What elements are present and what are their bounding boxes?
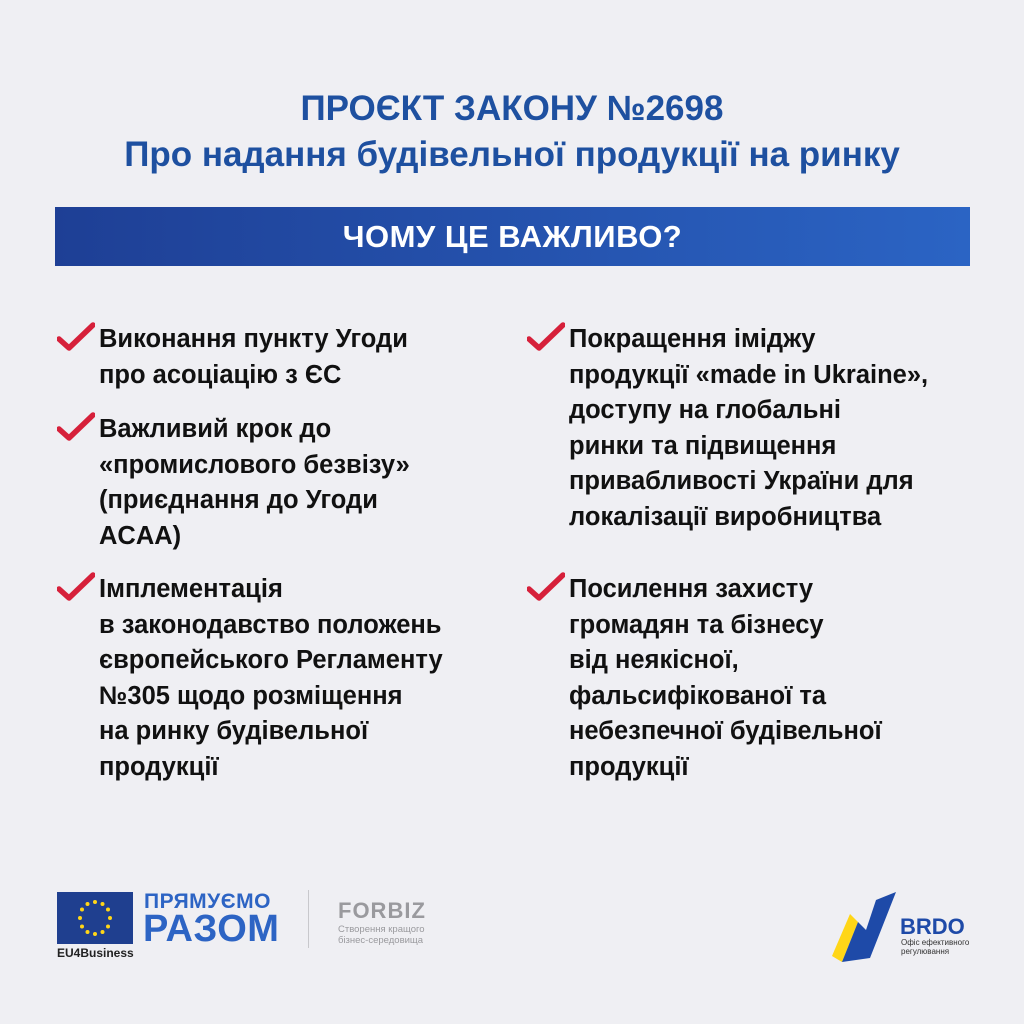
razom-label: РАЗОМ bbox=[143, 908, 280, 950]
footer-divider bbox=[308, 890, 309, 948]
list-item bbox=[57, 572, 497, 792]
title-line-2: Про надання будівельної продукції на ринку bbox=[124, 135, 900, 174]
checkmark-icon bbox=[57, 572, 95, 602]
list-item-text: Посилення захисту громадян та бізнесу від неякісної, фальсифікованої та небезпечної будівельної продукції bbox=[569, 575, 882, 781]
checkmark-icon bbox=[527, 322, 565, 352]
footer bbox=[0, 888, 1024, 1008]
list-item bbox=[57, 412, 497, 562]
list-item-text: Імплементація в законодавство положень європейського Регламенту №305 щодо розміщення на ринку будівельної продукції bbox=[99, 575, 443, 781]
checkmark-icon bbox=[527, 572, 565, 602]
list-item bbox=[527, 572, 997, 792]
section-banner bbox=[55, 207, 970, 266]
list-item-text: Виконання пункту Угоди про асоціацію з ЄС bbox=[99, 325, 408, 389]
list-item bbox=[57, 322, 497, 402]
brdo-logo-text: BRDO bbox=[900, 914, 965, 939]
forbiz-logo-text: FORBIZ bbox=[338, 898, 426, 923]
checkmark-icon bbox=[57, 412, 95, 442]
page-title bbox=[0, 86, 1024, 178]
checkmark-icon bbox=[57, 322, 95, 352]
pryamuemo-label: ПРЯМУЄМО bbox=[144, 890, 271, 913]
title-line-1: ПРОЄКТ ЗАКОНУ №2698 bbox=[300, 89, 724, 128]
brdo-logo-icon bbox=[830, 888, 900, 962]
list-item-text: Покращення іміджу продукції «made in Ukraine», доступу на глобальні ринки та підвищення привабливості України для локалізації виробництва bbox=[569, 325, 929, 531]
forbiz-subtitle: Створення кращого бізнес-середовища bbox=[338, 924, 425, 946]
eu-flag-icon bbox=[57, 892, 133, 944]
brdo-subtitle: Офіс ефективного регулювання bbox=[901, 938, 970, 956]
list-item bbox=[527, 322, 997, 542]
eu4business-label: EU4Business bbox=[57, 946, 134, 960]
list-item-text: Важливий крок до «промислового безвізу» (приєднання до Угоди ACAA) bbox=[99, 415, 410, 550]
banner-text: ЧОМУ ЦЕ ВАЖЛИВО? bbox=[342, 218, 683, 254]
